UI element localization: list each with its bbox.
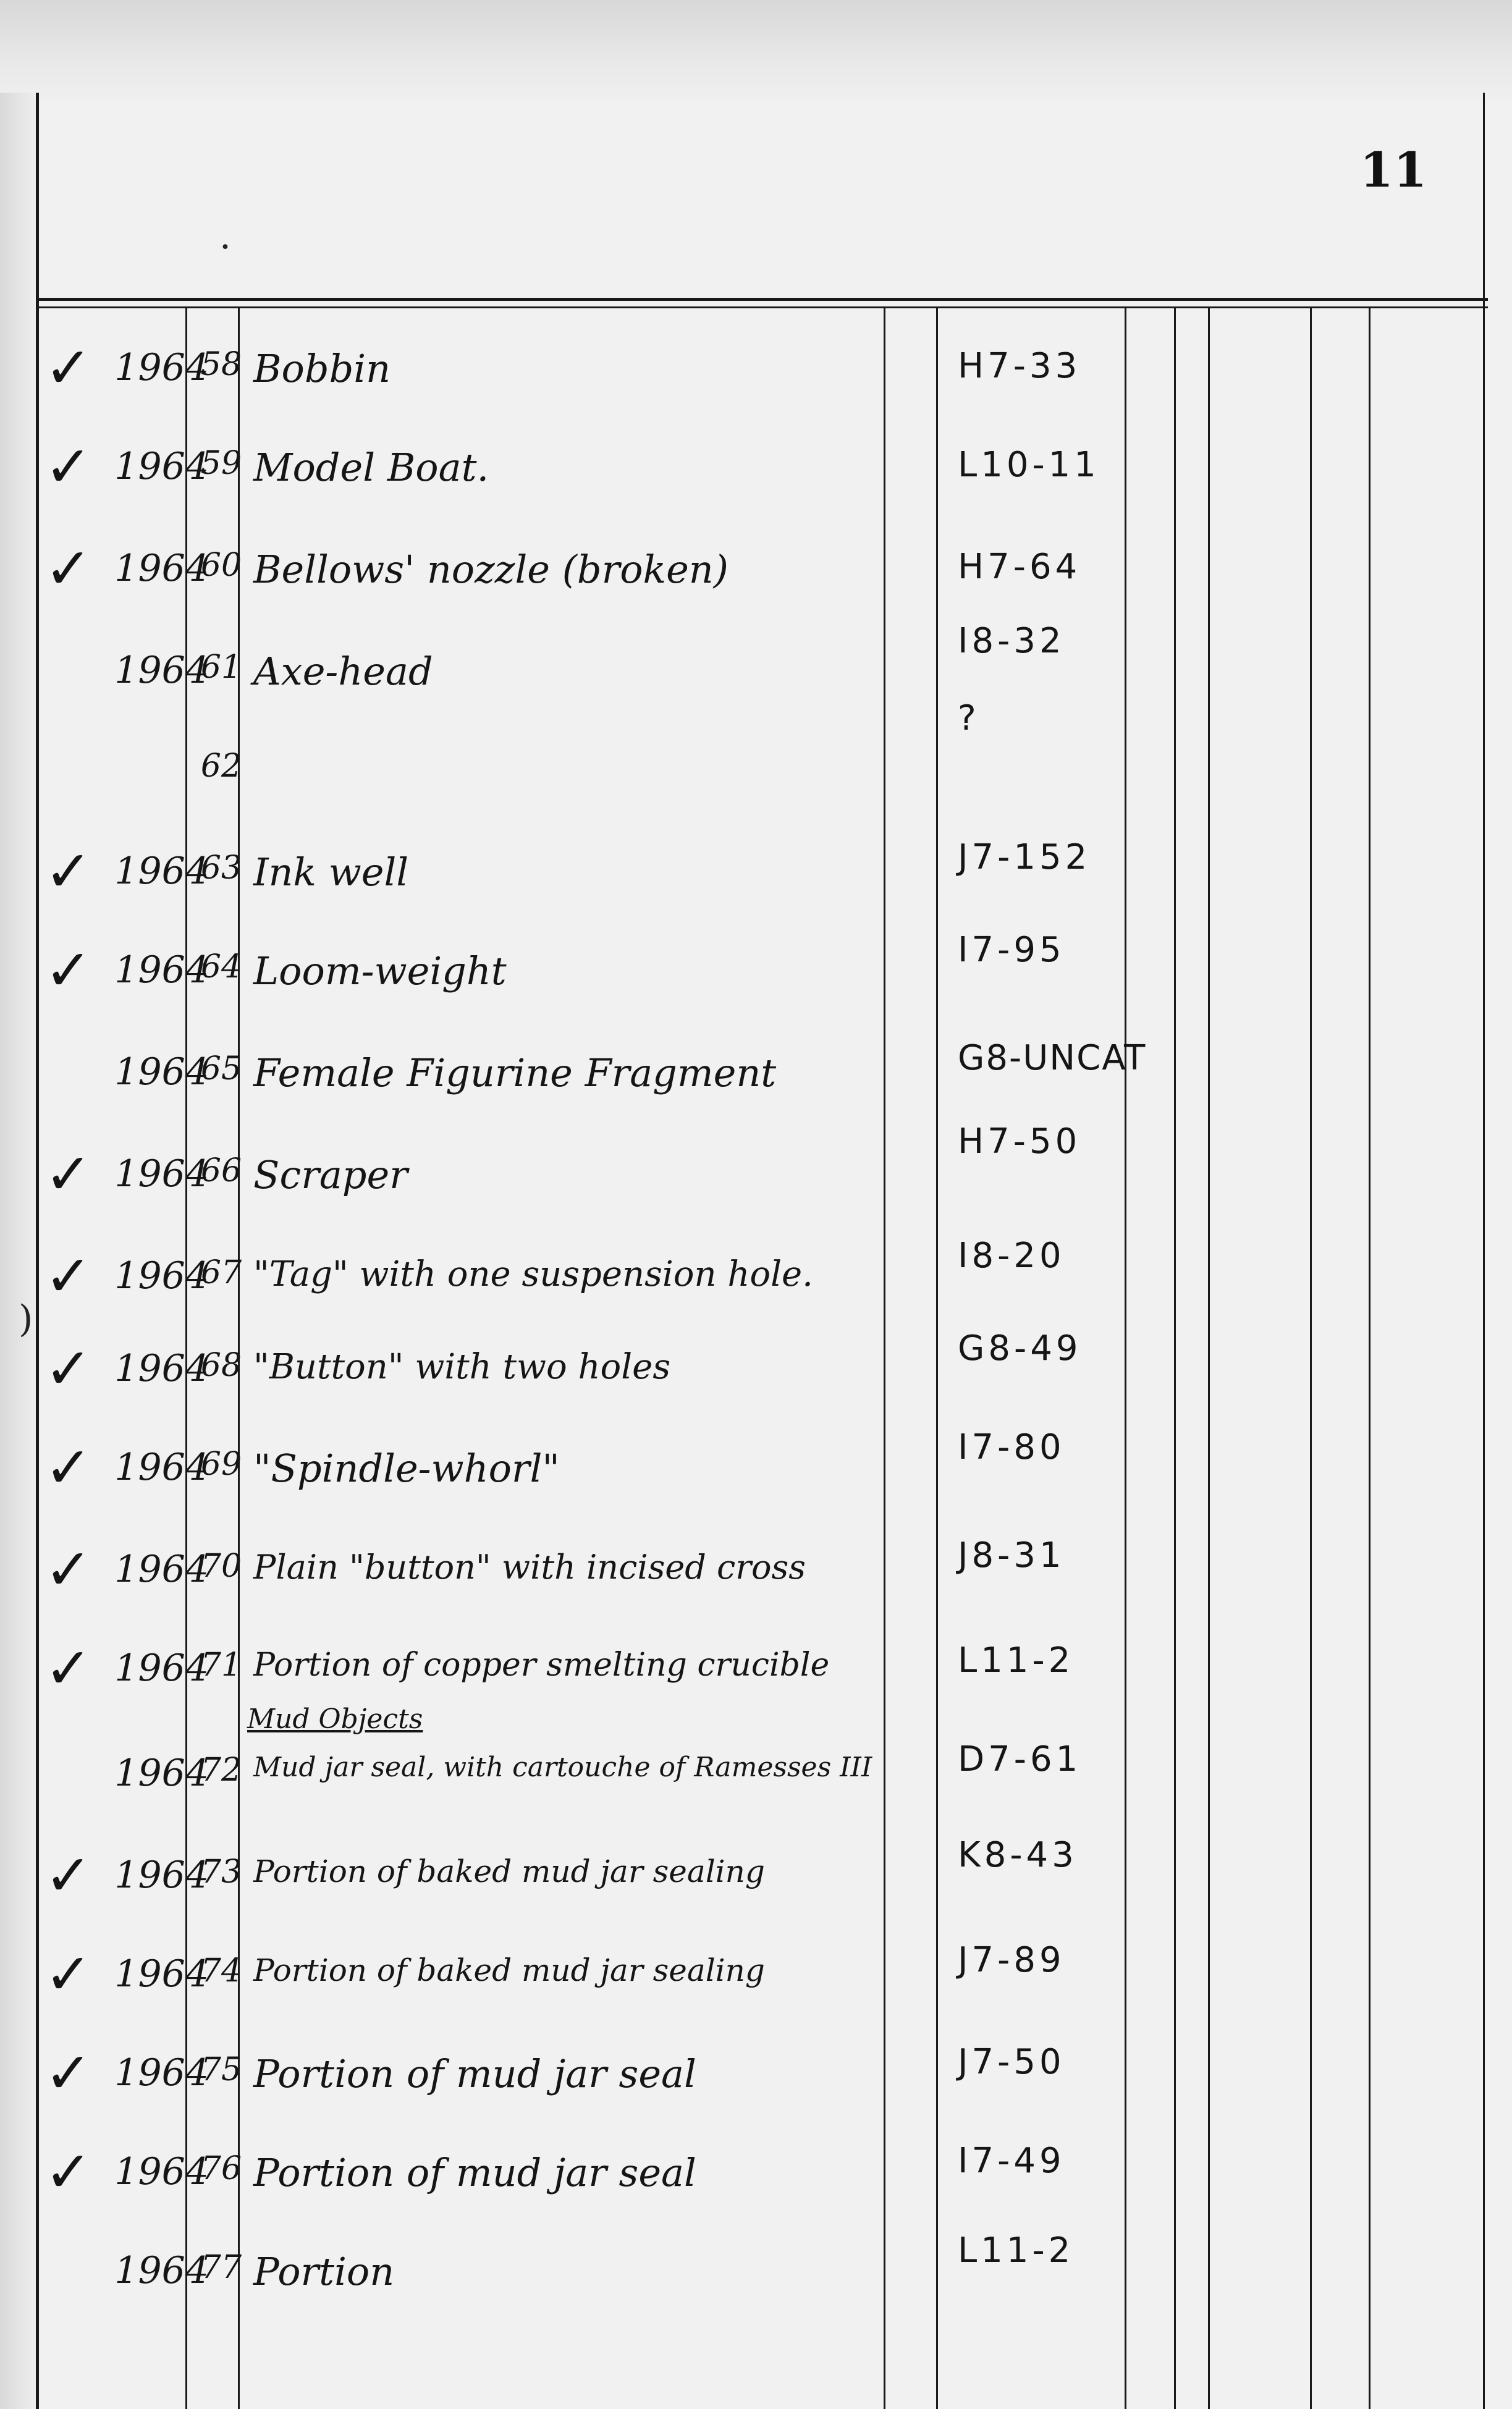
- year-cell: 1964: [114, 649, 209, 692]
- table-row: [0, 621, 1512, 741]
- location-cell: I8-32: [958, 621, 1065, 661]
- year-cell: 1964: [114, 1548, 209, 1591]
- description-cell: Portion: [253, 2249, 395, 2294]
- table-row: [0, 2139, 1512, 2243]
- table-row: [0, 335, 1512, 439]
- pen-dot: ·: [219, 226, 232, 269]
- header-rule-bottom: [36, 306, 1488, 308]
- check-mark: ✓: [44, 335, 93, 401]
- description-cell: Portion of mud jar seal: [253, 2150, 696, 2195]
- table-row: [0, 2040, 1512, 2144]
- section-subheading: Mud Objects: [247, 1703, 423, 1735]
- number-cell: 61: [200, 649, 242, 686]
- year-cell: 1964: [114, 2249, 209, 2292]
- year-cell: 1964: [114, 1446, 209, 1489]
- location-cell: G8-49: [958, 1328, 1082, 1369]
- table-row: [0, 536, 1512, 639]
- description-cell: "Spindle-whorl": [253, 1446, 560, 1491]
- year-cell: 1964: [114, 1050, 209, 1094]
- number-cell: 68: [200, 1347, 242, 1384]
- number-cell: 64: [200, 948, 242, 985]
- location-cell: I7-95: [958, 930, 1065, 970]
- check-mark: ✓: [44, 434, 93, 500]
- description-cell: Scraper: [253, 1152, 408, 1197]
- year-cell: 1964: [114, 1854, 209, 1897]
- number-cell: 73: [200, 1854, 242, 1891]
- table-row: [0, 698, 1512, 840]
- table-row: [0, 434, 1512, 538]
- check-mark: ✓: [44, 1842, 93, 1909]
- description-cell: Bobbin: [253, 346, 391, 391]
- location-cell: D7-61: [958, 1739, 1082, 1779]
- location-cell: K8-43: [958, 1835, 1078, 1875]
- year-cell: 1964: [114, 1752, 209, 1795]
- number-cell: 66: [200, 1152, 242, 1189]
- location-cell: L11-2: [958, 2230, 1075, 2271]
- number-cell: 76: [200, 2150, 242, 2187]
- location-cell: H7-33: [958, 346, 1081, 386]
- table-row: [0, 1940, 1512, 2045]
- description-cell: Portion of baked mud jar sealing: [253, 1854, 765, 1889]
- number-cell: 70: [200, 1548, 242, 1585]
- year-cell: 1964: [114, 850, 209, 893]
- check-mark: ✓: [44, 2139, 93, 2205]
- table-row: [0, 1236, 1512, 1347]
- header-rule-top: [36, 298, 1488, 301]
- table-row: [0, 1739, 1512, 1844]
- description-cell: Model Boat.: [253, 445, 489, 490]
- number-cell: 71: [200, 1647, 242, 1684]
- number-cell: 63: [200, 850, 242, 887]
- torn-page-edge: [0, 0, 1512, 108]
- check-mark: ✓: [44, 1243, 93, 1309]
- number-cell: 62: [200, 748, 242, 785]
- year-cell: 1964: [114, 547, 209, 590]
- page-number: 11: [1359, 142, 1427, 198]
- description-cell: Portion of copper smelting crucible: [253, 1647, 830, 1684]
- check-mark: ✓: [44, 937, 93, 1003]
- check-mark: ✓: [44, 1635, 93, 1702]
- table-row: [0, 1121, 1512, 1245]
- location-cell: ?: [958, 698, 980, 738]
- check-mark: ✓: [44, 536, 93, 602]
- check-mark: ✓: [44, 1141, 93, 1207]
- number-cell: 75: [200, 2051, 242, 2088]
- table-row: [0, 1835, 1512, 1946]
- check-mark: ✓: [44, 2040, 93, 2106]
- description-cell: Portion of baked mud jar sealing: [253, 1952, 765, 1988]
- year-cell: 1964: [114, 2150, 209, 2193]
- description-cell: Loom-weight: [253, 948, 507, 994]
- description-cell: "Button" with two holes: [253, 1347, 671, 1387]
- description-cell: Mud jar seal, with cartouche of Ramesses III: [253, 1752, 872, 1783]
- check-mark: ✓: [44, 1537, 93, 1603]
- number-cell: 69: [200, 1446, 242, 1483]
- location-cell: I7-49: [958, 2141, 1065, 2181]
- location-cell: J7-50: [958, 2042, 1065, 2082]
- table-row: [0, 930, 1512, 1041]
- location-cell: I8-20: [958, 1236, 1065, 1276]
- margin-bracket-mark: ): [19, 1297, 33, 1341]
- location-cell: H7-50: [958, 1121, 1081, 1162]
- check-mark: ✓: [44, 1941, 93, 2007]
- description-cell: "Tag" with one suspension hole.: [253, 1254, 813, 1294]
- table-row: [0, 1038, 1512, 1143]
- number-cell: 77: [200, 2249, 242, 2286]
- table-row: [0, 1535, 1512, 1640]
- year-cell: 1964: [114, 346, 209, 389]
- number-cell: 59: [200, 445, 242, 482]
- location-cell: J7-89: [958, 1940, 1065, 1980]
- number-cell: 60: [200, 547, 242, 584]
- description-cell: Axe-head: [253, 649, 433, 694]
- number-cell: 65: [200, 1050, 242, 1087]
- description-cell: Ink well: [253, 850, 409, 895]
- location-cell: J7-152: [958, 837, 1091, 877]
- year-cell: 1964: [114, 948, 209, 992]
- year-cell: 1964: [114, 1254, 209, 1297]
- location-cell: H7-64: [958, 547, 1081, 587]
- description-cell: Female Figurine Fragment: [253, 1050, 777, 1095]
- description-cell: Bellows' nozzle (broken): [253, 547, 729, 592]
- check-mark: ✓: [44, 1435, 93, 1501]
- table-row: [0, 1328, 1512, 1440]
- number-cell: 58: [200, 346, 242, 383]
- location-cell: L11-2: [958, 1640, 1075, 1681]
- location-cell: L10-11: [958, 445, 1100, 485]
- check-mark: ✓: [44, 1336, 93, 1402]
- description-cell: Plain "button" with incised cross: [253, 1548, 806, 1587]
- table-row: [0, 2230, 1512, 2342]
- location-cell: I7-80: [958, 1427, 1065, 1467]
- year-cell: 1964: [114, 2051, 209, 2095]
- table-row: [0, 837, 1512, 942]
- year-cell: 1964: [114, 1647, 209, 1690]
- location-cell: J8-31: [958, 1535, 1065, 1576]
- year-cell: 1964: [114, 1952, 209, 1996]
- check-mark: ✓: [44, 838, 93, 905]
- number-cell: 72: [200, 1752, 242, 1789]
- year-cell: 1964: [114, 1152, 209, 1196]
- description-cell: Portion of mud jar seal: [253, 2051, 696, 2096]
- table-row: [0, 1427, 1512, 1538]
- year-cell: 1964: [114, 445, 209, 488]
- year-cell: 1964: [114, 1347, 209, 1390]
- number-cell: 74: [200, 1952, 242, 1989]
- table-row: [0, 1635, 1512, 1739]
- location-cell: G8-UNCAT: [958, 1038, 1147, 1078]
- number-cell: 67: [200, 1254, 242, 1291]
